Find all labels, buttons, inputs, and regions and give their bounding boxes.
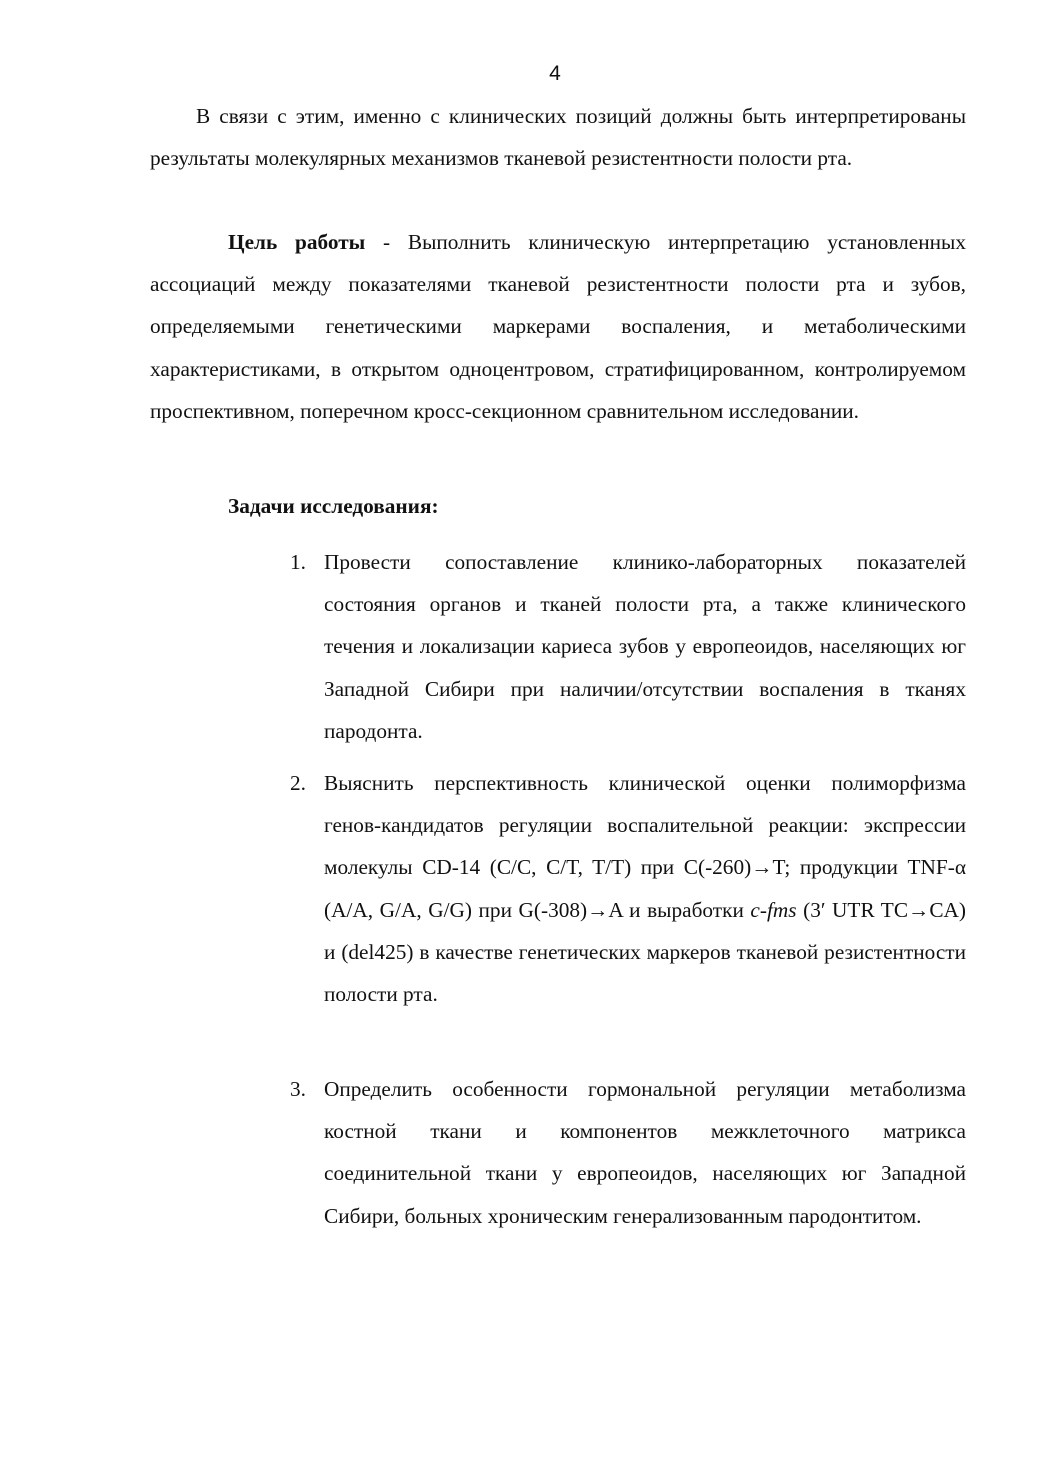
goal-text: - Выполнить клиническую интерпретацию установленных ассоциаций между показателями тканевой резистентности полости рта и зубов, определяемыми генетическими маркерами воспаления, и метаболическими характеристиками, в открытом одноцентровом, стратифицированном, контролируемом проспективном, поперечном кросс-секционном сравнительном исследовании.: [150, 230, 966, 423]
task-text-3: Определить особенности гормональной регуляции метаболизма костной ткани и компонентов межклеточного матрикса соединительной ткани у европеоидов, населяющих юг Западной Сибири, больных хроническим генерализованным пародонтитом.: [324, 1077, 966, 1228]
task-text-2-after: (3′ UTR TC→CA) и (del425) в качестве генетических маркеров тканевой резистентности полости рта.: [324, 897, 966, 1007]
goal-paragraph: [150, 221, 966, 432]
task-number-1: 1.: [290, 550, 306, 574]
task-item-3: [290, 1068, 966, 1237]
task-text-2-before: Выяснить перспективность клинической оценки полиморфизма генов-кандидатов регуляции воспалительной реакции: экспрессии молекулы CD-14 (C/C, C/T, T/T) при C(-260)→T; продукции TNF-α (A/A, G/A, G/G) при G(-308)→A и выработки: [324, 771, 966, 922]
task-item-2: [290, 762, 966, 1015]
task-text-1: Провести сопоставление клинико-лабораторных показателей состояния органов и тканей полости рта, а также клинического течения и локализации кариеса зубов у европеоидов, населяющих юг Западной Сибири при наличии/отсутствии воспаления в тканях пародонта.: [324, 550, 966, 743]
task-text-2-gene: c-fms: [750, 897, 797, 922]
page-number: 4: [549, 62, 561, 85]
task-item-1: [290, 541, 966, 752]
goal-label: Цель работы: [228, 230, 366, 254]
task-number-2: 2.: [290, 771, 306, 795]
tasks-heading: Задачи исследования:: [228, 494, 439, 518]
intro-paragraph: В связи с этим, именно с клинических позиций должны быть интерпретированы результаты молекулярных механизмов тканевой резистентности полости рта.: [150, 104, 966, 171]
task-number-3: 3.: [290, 1077, 306, 1101]
